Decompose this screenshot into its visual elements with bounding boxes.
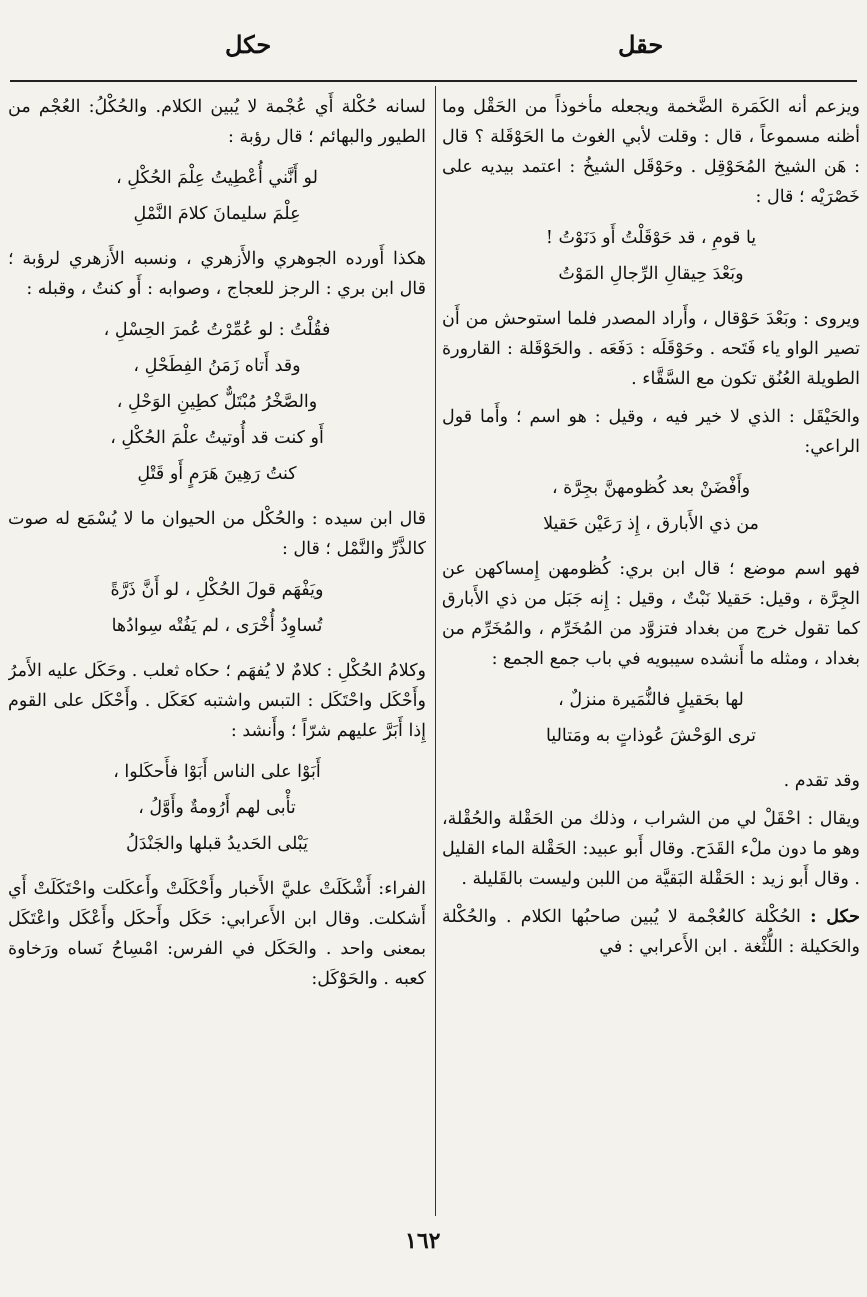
paragraph: قال ابن سيده : والحُكْل من الحيوان ما لا يُسْمَع له صوت كالذَّرِّ والنَّمْل ؛ قال : bbox=[8, 509, 426, 559]
paragraph: وقد تقدم . bbox=[783, 771, 860, 791]
paragraph: هكذا أَورده الجوهري والأَزهري ، ونسبه الأَزهري لرؤبة ؛ قال ابن بري : الرجز للعجاج ، وصوابه : أَو كنتُ ، وقبله : bbox=[8, 249, 426, 299]
verse bbox=[8, 572, 426, 644]
verse bbox=[442, 470, 860, 542]
paragraph: الفراء: أَشْكَلَتْ عليَّ الأَخبار وأَحْكَلَتْ وأَعكَلت واحْتَكَلَتْ أَي أَشكلت. وقال ابن الأَعرابي: حَكَل وأَحكَل وأَعْكَل واعْتَكَل بمعنى واحد . والحَكَل في الفرس: امْسِاحُ نَساه ورَخاوة كعبه . والحَوْكَل: bbox=[8, 879, 426, 989]
left-column bbox=[8, 92, 426, 1217]
paragraph: ويزعم أنه الكَمَرة الضَّخمة ويجعله مأخوذاً من الحَقْل وما أظنه مسموعاً ، قال : وقلت لأبي الغوث ما الحَوْقَلة ؟ قال : هَن الشيخ المُحَوْقِل . وحَوْقَل الشيخُ : اعتمد بيديه على خَصْرَيْه ؛ قال : bbox=[442, 97, 860, 207]
verse-line: تأْبى لهم أَرُومةٌ وأَوَّلُ ، bbox=[138, 798, 296, 818]
verse-line: يا قومِ ، قد حَوْقَلْتُ أَو دَنَوْتُ ! bbox=[545, 228, 757, 248]
verse-line: أَو كنت قد أُوتيتُ علْمَ الحُكْلِ ، bbox=[110, 428, 324, 448]
right-column bbox=[442, 92, 860, 1217]
paragraph: لسانه حُكْلة أَي عُجْمة لا يُبين الكلام. والحُكْلُ: العُجْم من الطيور والبهائم ؛ قال رؤبة : bbox=[8, 97, 426, 147]
entry-text: الحُكْلة كالعُجْمة لا يُبين صاحبُها الكلام . والحُكْلة والحَكيلة : اللُّثْغة . ابن الأَعرابي : في bbox=[442, 907, 860, 957]
verse-line: يَبْلى الحَديدُ قبلها والجَنْدَلُ bbox=[126, 834, 308, 854]
verse-line: عِلْمَ سليمانَ كلامَ النَّمْلِ bbox=[133, 204, 301, 224]
entry-paragraph bbox=[442, 902, 860, 962]
verse bbox=[8, 160, 426, 232]
verse-line: ترى الوَحْشَ عُوذاتٍ به ومَتاليا bbox=[545, 726, 757, 746]
verse bbox=[442, 682, 860, 754]
verse-line: وقد أَتاه زَمَنُ الفِطَحْلِ ، bbox=[133, 356, 301, 376]
verse bbox=[8, 754, 426, 862]
verse-line: كنتُ رَهِينَ هَرَمٍ أَو قَتْلِ bbox=[137, 464, 297, 484]
column-divider bbox=[435, 86, 436, 1216]
verse-line: لها بحَقيلٍ فالنُّمَيرة منزلٌ ، bbox=[558, 690, 744, 710]
page-number: ١٦٢ bbox=[405, 1228, 441, 1254]
paragraph: ويقال : احْقَلْ لي من الشراب ، وذلك من الحَقْلة والحُقْلة، وهو ما دون ملْء القَدَح. وقال أَبو عبيد: الحَقْلة الماء القليل . وقال أَبو زيد : الحَقْلة البَقيَّة من اللبن وليست بالقَليلة . bbox=[442, 809, 860, 889]
verse-line: من ذي الأَبارق ، إِذ رَعَيْن حَقيلا bbox=[543, 514, 759, 534]
verse-line: وبَعْدَ حِيقالِ الرِّجالِ المَوْتُ bbox=[558, 264, 744, 284]
verse-line: وأَفْضَنْ بعد كُظومهنَّ بجِرَّة ، bbox=[551, 478, 751, 498]
paragraph: وكلامُ الحُكْلِ : كلامٌ لا يُفهَم ؛ حكاه ثعلب . وحَكَل عليه الأَمرُ وأَحْكَل واحْتَكَل : التبس واشتبه كعَكَل . وأَحْكَل على القوم إِذا أَبَرَّ عليهم شرّاً ؛ وأَنشد : bbox=[8, 661, 426, 741]
verse-line: ويَفْهَم قولَ الحُكْلِ ، لو أَنَّ ذَرَّةً bbox=[110, 580, 324, 600]
verse bbox=[442, 220, 860, 292]
entry-headword: حكل : bbox=[810, 907, 860, 927]
verse-line: تُساوِدُ أُخْرَى ، لم يَفُتْه سِوادُها bbox=[111, 616, 323, 636]
left-running-head: حكل bbox=[225, 30, 272, 59]
verse-line: أَبَوْا على الناس أَبَوْا فأَحكَلوا ، bbox=[113, 762, 321, 782]
verse bbox=[8, 312, 426, 492]
header-rule bbox=[10, 80, 857, 82]
verse-line: لو أَنَّني أُعْطِيتُ عِلْمَ الحُكْلِ ، bbox=[116, 168, 318, 188]
verse-line: والصَّخْرُ مُبْتَلٌّ كطِينِ الوَحْلِ ، bbox=[116, 392, 318, 412]
paragraph: فهو اسم موضع ؛ قال ابن بري: كُظومهن إِمساكهن عن الجِرَّة ، وقيل: حَقيلا نَبْتٌ ، وقيل : إِنه جَبَل من ذي الأَبارق كما تقول خرج من بغداد فتزوَّد من المُخَرِّم ، والمُخَرِّم من بغداد ، ومثله ما أَنشده سيبويه في باب جمع الجمع : bbox=[442, 559, 860, 669]
right-running-head: حقل bbox=[618, 30, 664, 59]
paragraph: ويروى : وبَعْدَ حَوْقال ، وأَراد المصدر فلما استوحش من أَن تصير الواو ياء فَتَحه . وحَوْقَلَه : دَفَعَه . والحَوْقَلة : القارورة الطويلة العُنُق تكون مع السَّقَّاء . bbox=[442, 309, 860, 389]
verse-line: فقُلْتُ : لو عُمِّرْتُ عُمرَ الحِسْلِ ، bbox=[103, 320, 331, 340]
paragraph: والحَيْقَل : الذي لا خير فيه ، وقيل : هو اسم ؛ وأَما قول الراعي: bbox=[442, 407, 860, 457]
